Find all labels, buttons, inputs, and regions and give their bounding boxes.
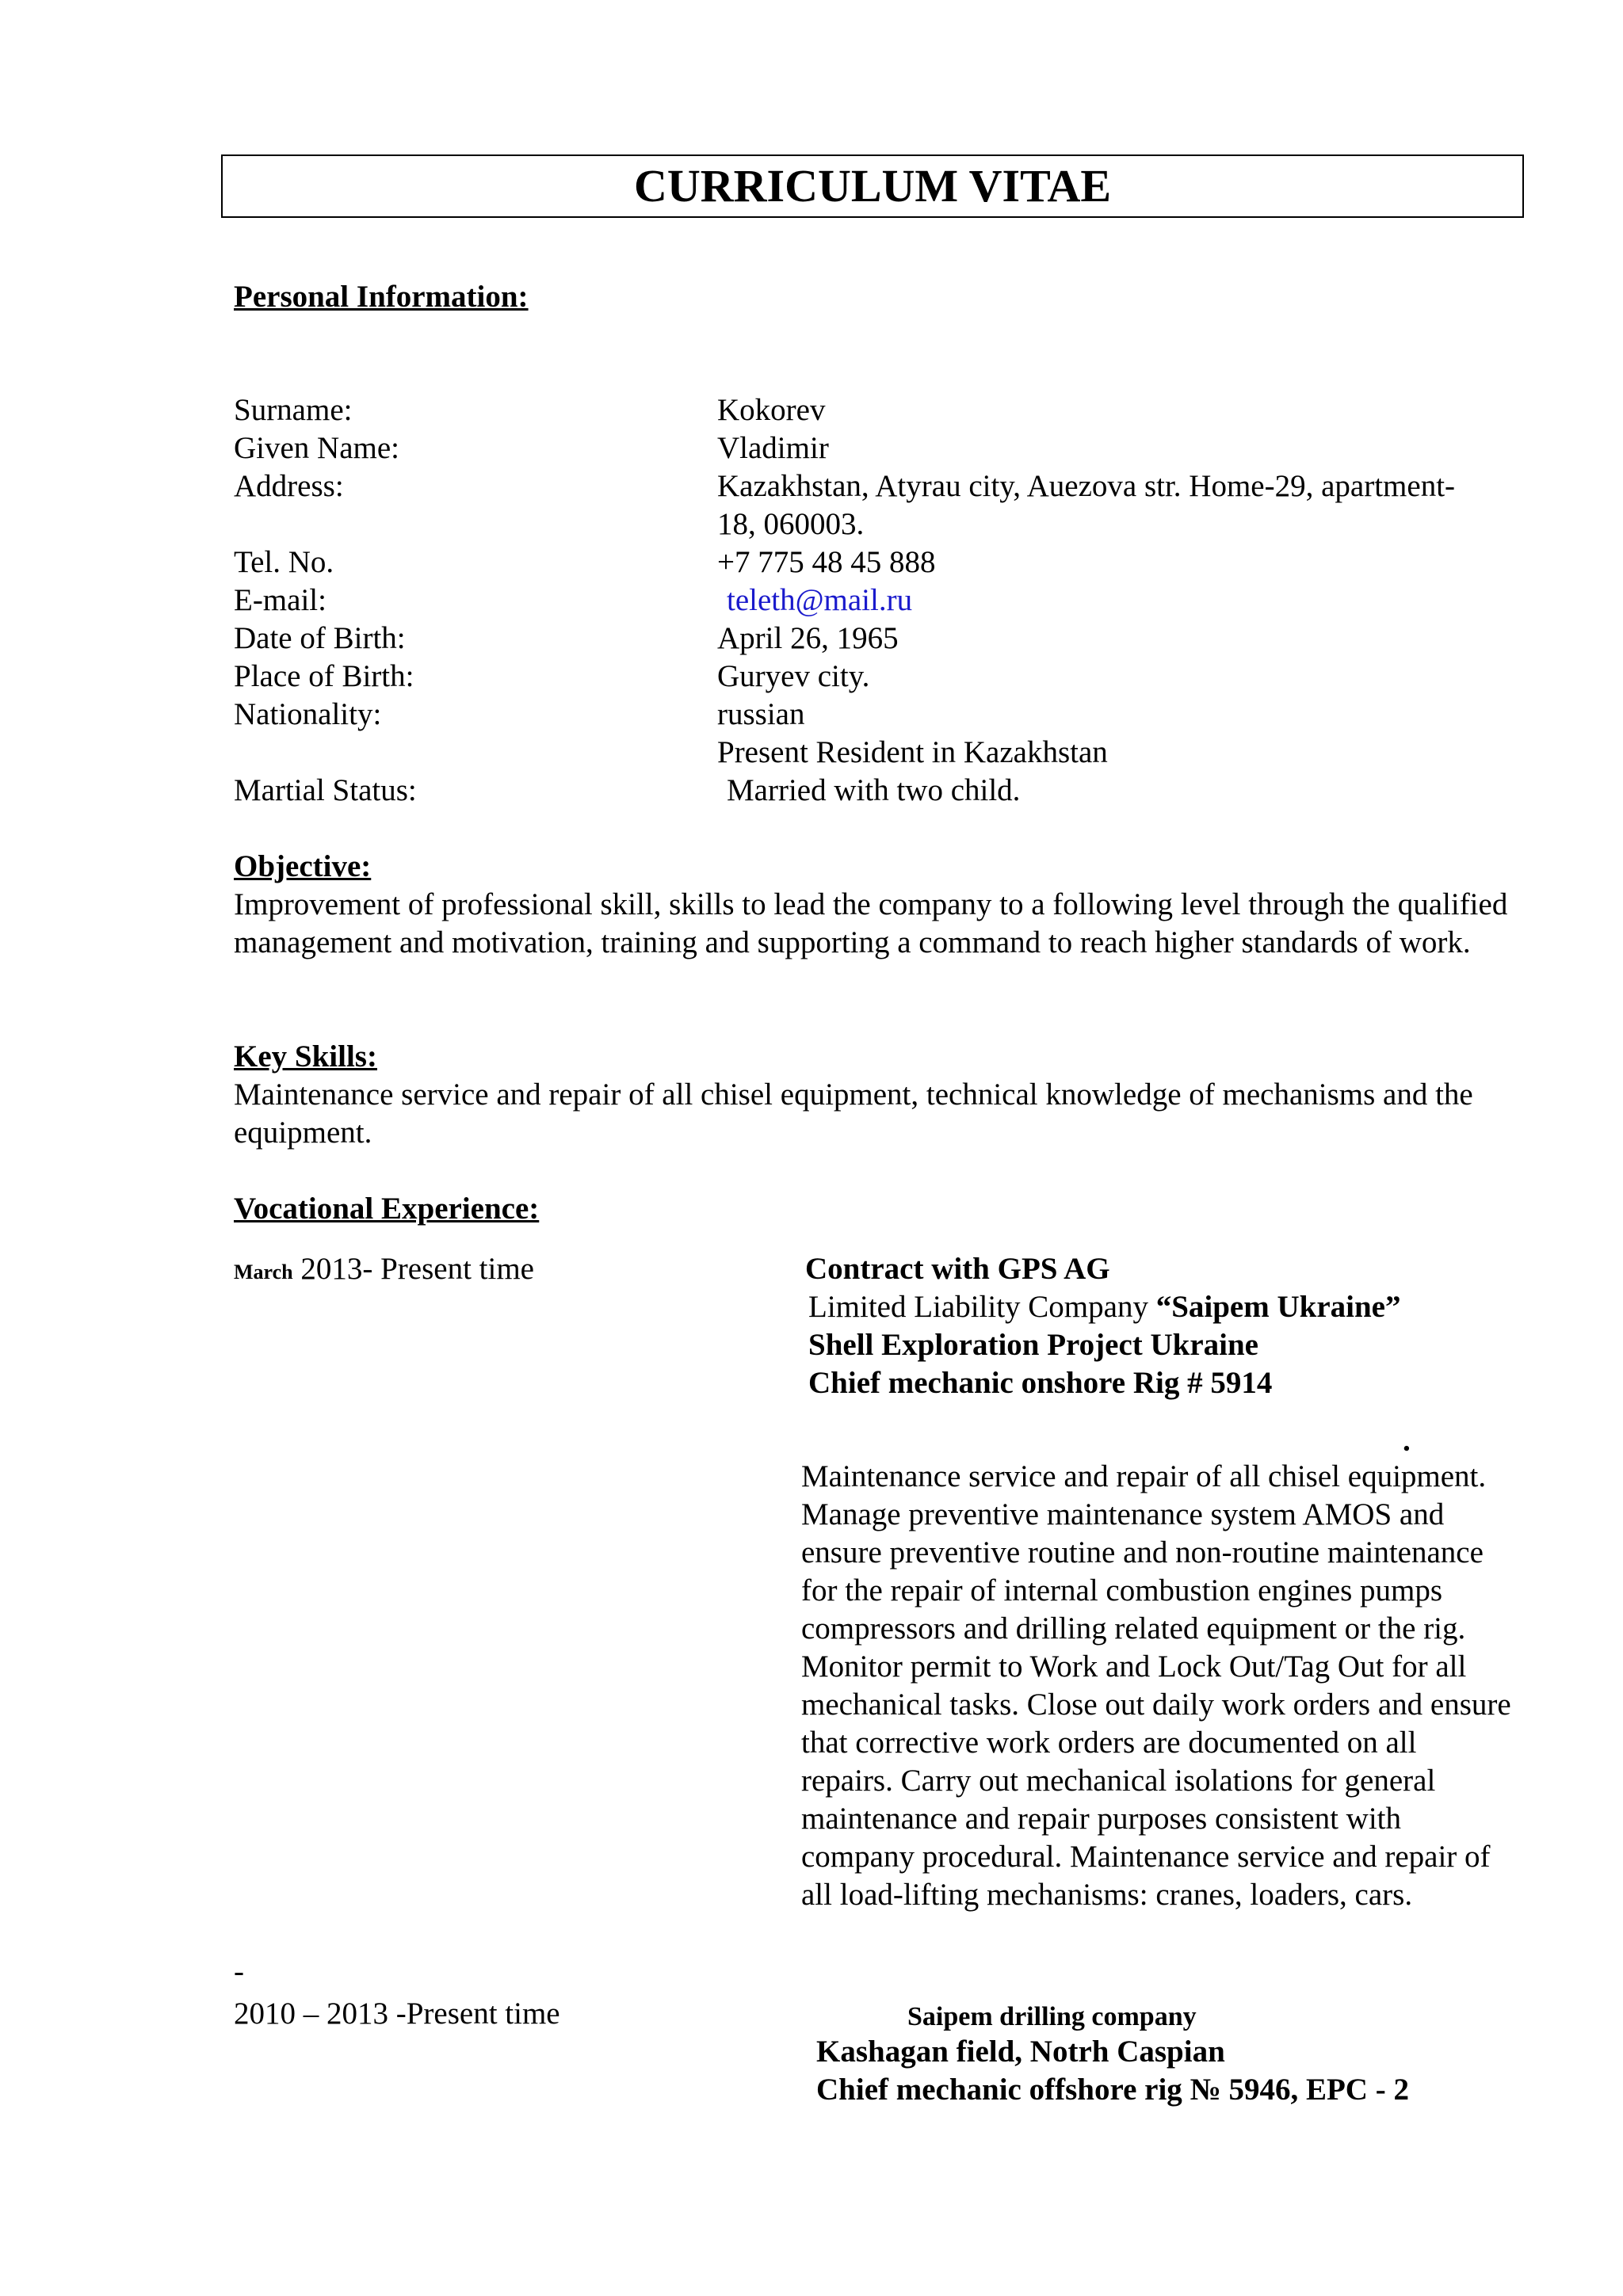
job2-company: Saipem drilling company: [907, 2002, 1197, 2031]
residence-value: Present Resident in Kazakhstan: [717, 735, 1108, 769]
job1-date-rest: 2013- Present time: [292, 1252, 534, 1286]
key-skills-heading: Key Skills:: [234, 1039, 377, 1074]
surname-label: Surname:: [234, 393, 353, 427]
address-label: Address:: [234, 469, 344, 503]
job1-contract: Contract with GPS AG: [805, 1252, 1110, 1286]
address-line1: Kazakhstan, Atyrau city, Auezova str. Home-29, apartment-: [717, 469, 1456, 503]
title-box: [221, 154, 1524, 218]
job1-company-name: “Saipem Ukraine”: [1155, 1290, 1401, 1324]
nationality-label: Nationality:: [234, 697, 382, 731]
pob-label: Place of Birth:: [234, 659, 414, 693]
given-name-value: Vladimir: [717, 431, 829, 465]
job2-position: Chief mechanic offshore rig № 5946, EPC - 2: [816, 2073, 1409, 2107]
email-link[interactable]: teleth@mail.ru: [727, 583, 913, 617]
objective-text: Improvement of professional skill, skills to lead the company to a following level through the qualified management and motivation, training and supporting a command to reach higher standards of work.: [234, 887, 1508, 959]
job-separator: -: [234, 1955, 244, 1989]
address-line2: 18, 060003.: [717, 507, 865, 541]
email-label: E-mail:: [234, 583, 327, 617]
job1-description: Maintenance service and repair of all chisel equipment. Manage preventive maintenance system AMOS and ensure preventive routine and non-routine maintenance for the repair of internal combustion engines pumps compressors and drilling related equipment or the rig. Monitor permit to Work and Lock Out/Tag Out for all mechanical tasks. Close out daily work orders and ensure that corrective work orders are documented on all repairs. Carry out mechanical isolations for general maintenance and repair purposes consistent with company procedural. Maintenance service and repair of all load-lifting mechanisms: cranes, loaders, cars.: [801, 1459, 1511, 1912]
job1-position: Chief mechanic onshore Rig # 5914: [808, 1366, 1273, 1400]
nationality-value: russian: [717, 697, 805, 731]
personal-info-heading: Personal Information:: [234, 280, 529, 314]
objective-heading: Objective:: [234, 849, 372, 883]
job1-dot: .: [1403, 1424, 1411, 1458]
job2-date: 2010 – 2013 -Present time: [234, 1997, 560, 2031]
key-skills-text: Maintenance service and repair of all chisel equipment, technical knowledge of mechanisms and the equipment.: [234, 1077, 1473, 1150]
dob-label: Date of Birth:: [234, 621, 406, 655]
job1-company: [808, 1288, 1400, 1326]
given-name-label: Given Name:: [234, 431, 400, 465]
experience-heading: Vocational Experience:: [234, 1192, 540, 1226]
pob-value: Guryev city.: [717, 659, 870, 693]
job2-location: Kashagan field, Notrh Caspian: [816, 2035, 1225, 2069]
job1-project: Shell Exploration Project Ukraine: [808, 1328, 1258, 1362]
dob-value: April 26, 1965: [717, 621, 899, 655]
tel-value: +7 775 48 45 888: [717, 545, 936, 579]
job1-company-prefix: Limited Liability Company: [808, 1290, 1156, 1324]
job1-date-month: March: [234, 1261, 293, 1283]
job1-date: [234, 1250, 534, 1291]
marital-value: Married with two child.: [727, 773, 1021, 807]
marital-label: Martial Status:: [234, 773, 417, 807]
tel-label: Tel. No.: [234, 545, 334, 579]
document-title: CURRICULUM VITAE: [633, 160, 1112, 212]
surname-value: Kokorev: [717, 393, 826, 427]
